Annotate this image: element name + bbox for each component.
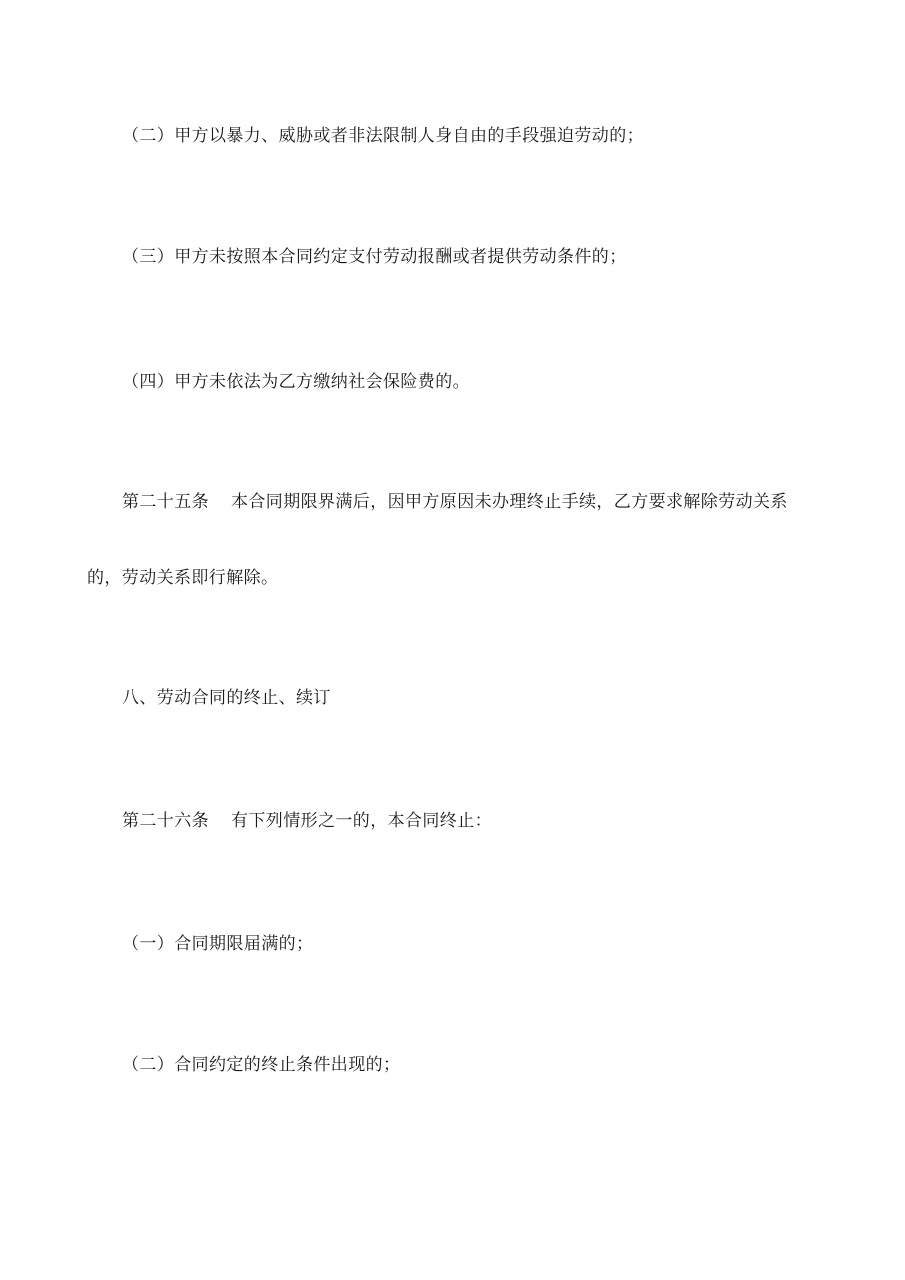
clause-item-4-insurance: （四）甲方未依法为乙方缴纳社会保险费的。	[122, 372, 470, 392]
clause-item-3-payment: （三）甲方未按照本合同约定支付劳动报酬或者提供劳动条件的；	[122, 247, 627, 267]
article-26-text: 有下列情形之一的，本合同终止：	[231, 811, 492, 831]
article-25-label: 第二十五条	[122, 492, 209, 512]
article-25-line-1	[122, 491, 788, 513]
article-25-text: 本合同期限界满后，因甲方原因未办理终止手续，乙方要求解除劳动关系	[231, 492, 788, 512]
clause-item-1-term-expired: （一）合同期限届满的；	[122, 934, 314, 954]
section-8-heading: 八、劳动合同的终止、续订	[122, 688, 331, 708]
clause-item-2-coercion: （二）甲方以暴力、威胁或者非法限制人身自由的手段强迫劳动的；	[122, 126, 644, 146]
article-25-line-2: 的，劳动关系即行解除。	[87, 568, 279, 588]
article-26-line	[122, 810, 492, 832]
clause-item-2-condition-met: （二）合同约定的终止条件出现的；	[122, 1055, 401, 1075]
article-26-label: 第二十六条	[122, 811, 209, 831]
